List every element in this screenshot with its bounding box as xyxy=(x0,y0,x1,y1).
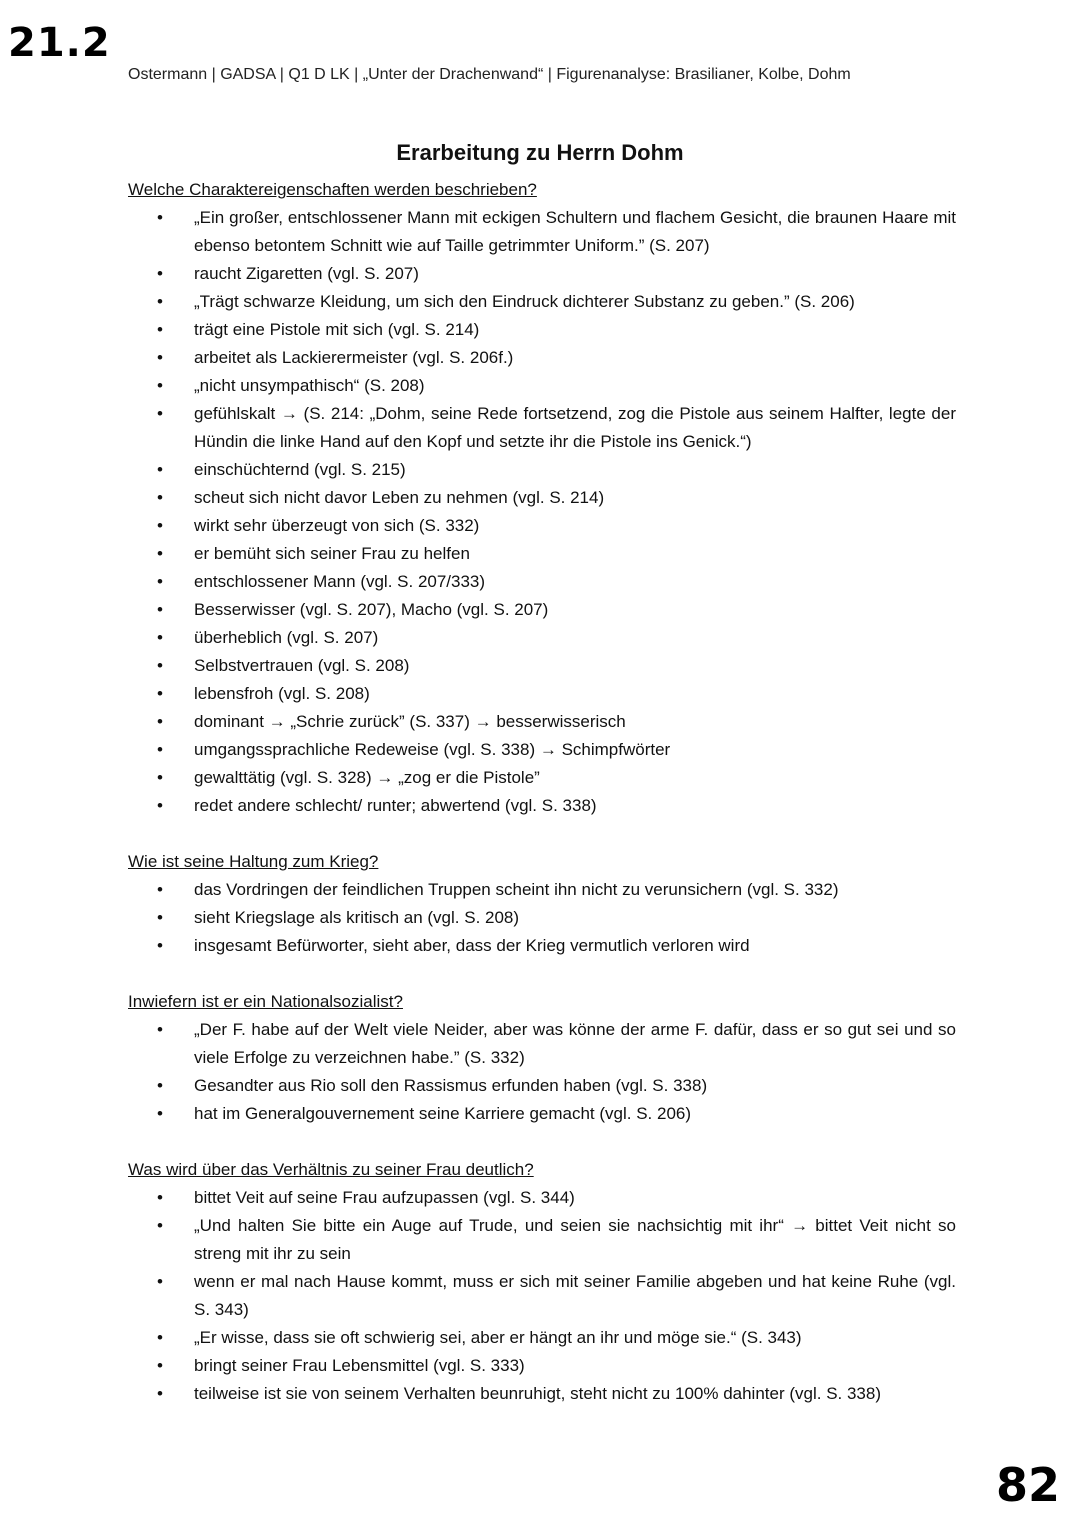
handwritten-score: 82 xyxy=(995,1458,1060,1512)
list-item: • umgangssprachliche Redeweise (vgl. S. 338) → Schimpfwörter xyxy=(128,736,956,764)
list-item: • sieht Kriegslage als kritisch an (vgl. S. 208) xyxy=(128,904,956,932)
handwritten-page-number: 21.2 xyxy=(8,20,111,66)
section-question: Was wird über das Verhältnis zu seiner Frau deutlich? xyxy=(128,1160,534,1179)
bullet-list xyxy=(128,1184,956,1408)
list-item: • Gesandter aus Rio soll den Rassismus erfunden haben (vgl. S. 338) xyxy=(128,1072,956,1100)
document-body xyxy=(128,176,956,1436)
list-item: • „nicht unsympathisch“ (S. 208) xyxy=(128,372,956,400)
bullet-list xyxy=(128,876,956,960)
list-item: • entschlossener Mann (vgl. S. 207/333) xyxy=(128,568,956,596)
list-item: • Besserwisser (vgl. S. 207), Macho (vgl. S. 207) xyxy=(128,596,956,624)
list-item: • Selbstvertrauen (vgl. S. 208) xyxy=(128,652,956,680)
list-item: • hat im Generalgouvernement seine Karriere gemacht (vgl. S. 206) xyxy=(128,1100,956,1128)
list-item: • wirkt sehr überzeugt von sich (S. 332) xyxy=(128,512,956,540)
list-item: • redet andere schlecht/ runter; abwertend (vgl. S. 338) xyxy=(128,792,956,820)
bullet-list xyxy=(128,1016,956,1128)
list-item: • bittet Veit auf seine Frau aufzupassen (vgl. S. 344) xyxy=(128,1184,956,1212)
list-item: • „Ein großer, entschlossener Mann mit eckigen Schultern und flachem Gesicht, die braunen Haare mit ebenso betontem Schnitt wie auf Taille getrimmter Uniform.” (S. 207) xyxy=(128,204,956,260)
list-item: • wenn er mal nach Hause kommt, muss er sich mit seiner Familie abgeben und hat keine Ruhe (vgl. S. 343) xyxy=(128,1268,956,1324)
section-question: Welche Charaktereigenschaften werden beschrieben? xyxy=(128,180,537,199)
bullet-list xyxy=(128,204,956,820)
list-item: • teilweise ist sie von seinem Verhalten beunruhigt, steht nicht zu 100% dahinter (vgl. S. 338) xyxy=(128,1380,956,1408)
list-item: • arbeitet als Lackierermeister (vgl. S. 206f.) xyxy=(128,344,956,372)
list-item: • „Und halten Sie bitte ein Auge auf Trude, und seien sie nachsichtig mit ihr“ → bittet Veit nicht so streng mit ihr zu sein xyxy=(128,1212,956,1268)
list-item: • er bemüht sich seiner Frau zu helfen xyxy=(128,540,956,568)
document-title: Erarbeitung zu Herrn Dohm xyxy=(396,140,684,165)
list-item: • das Vordringen der feindlichen Truppen scheint ihn nicht zu verunsichern (vgl. S. 332) xyxy=(128,876,956,904)
document-header: Ostermann | GADSA | Q1 D LK | „Unter der Drachenwand“ | Figurenanalyse: Brasilianer, Kolbe, Dohm xyxy=(128,66,851,83)
list-item: • dominant → „Schrie zurück” (S. 337) → besserwisserisch xyxy=(128,708,956,736)
list-item: • lebensfroh (vgl. S. 208) xyxy=(128,680,956,708)
list-item: • gewalttätig (vgl. S. 328) → „zog er die Pistole” xyxy=(128,764,956,792)
list-item: • insgesamt Befürworter, sieht aber, dass der Krieg vermutlich verloren wird xyxy=(128,932,956,960)
list-item: • überheblich (vgl. S. 207) xyxy=(128,624,956,652)
section-question: Wie ist seine Haltung zum Krieg? xyxy=(128,852,379,871)
list-item: • bringt seiner Frau Lebensmittel (vgl. S. 333) xyxy=(128,1352,956,1380)
list-item: • gefühlskalt → (S. 214: „Dohm, seine Rede fortsetzend, zog die Pistole aus seinem Halfter, legte der Hündin die linke Hand auf den Kopf und setzte ihr die Pistole ins Genick.“) xyxy=(128,400,956,456)
list-item: • raucht Zigaretten (vgl. S. 207) xyxy=(128,260,956,288)
list-item: • scheut sich nicht davor Leben zu nehmen (vgl. S. 214) xyxy=(128,484,956,512)
list-item: • „Der F. habe auf der Welt viele Neider, aber was könne der arme F. dafür, dass er so gut sei und so viele Erfolge zu verzeichnen habe.” (S. 332) xyxy=(128,1016,956,1072)
list-item: • „Trägt schwarze Kleidung, um sich den Eindruck dichterer Substanz zu geben.” (S. 206) xyxy=(128,288,956,316)
section-question: Inwiefern ist er ein Nationalsozialist? xyxy=(128,992,403,1011)
section xyxy=(128,988,956,1128)
list-item: • einschüchternd (vgl. S. 215) xyxy=(128,456,956,484)
list-item: • trägt eine Pistole mit sich (vgl. S. 214) xyxy=(128,316,956,344)
section xyxy=(128,1156,956,1408)
list-item: • „Er wisse, dass sie oft schwierig sei, aber er hängt an ihr und möge sie.“ (S. 343) xyxy=(128,1324,956,1352)
section xyxy=(128,848,956,960)
section xyxy=(128,176,956,820)
